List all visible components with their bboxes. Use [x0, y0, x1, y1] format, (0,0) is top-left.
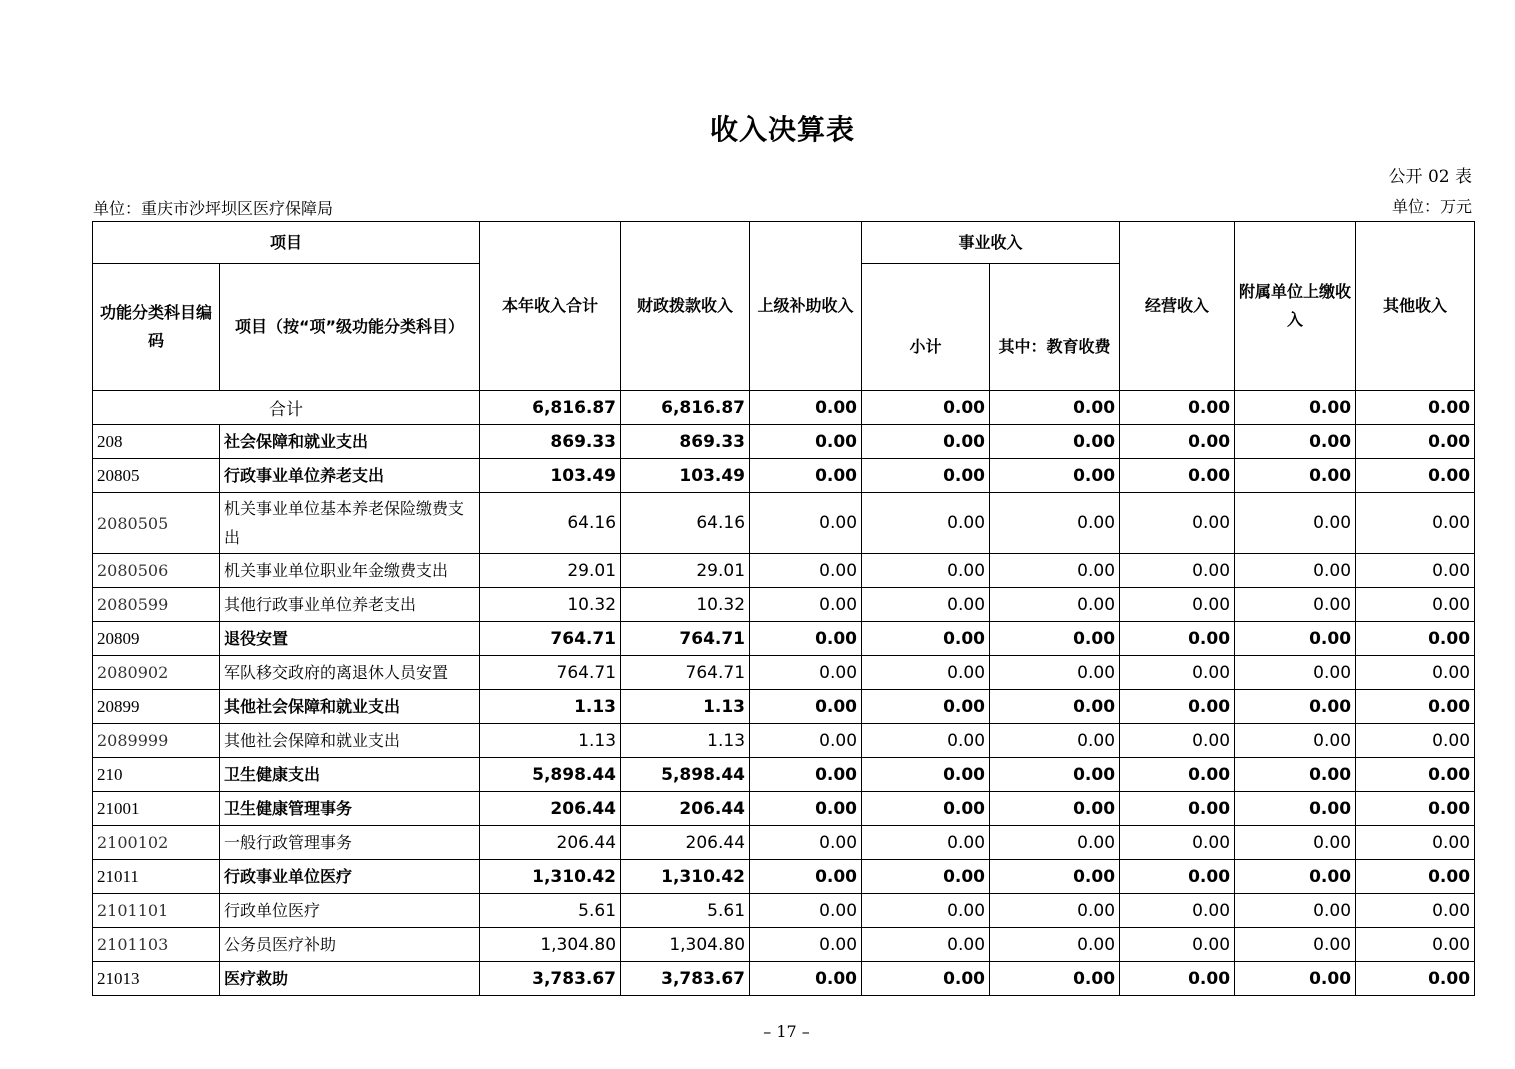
project-name-cell: 行政事业单位医疗 [220, 860, 480, 894]
amount-cell: 0.00 [1235, 622, 1356, 656]
amount-cell: 0.00 [990, 622, 1120, 656]
amount-cell: 0.00 [990, 554, 1120, 588]
amount-cell: 0.00 [1120, 588, 1235, 622]
amount-cell: 0.00 [1120, 656, 1235, 690]
header-business-income: 事业收入 [862, 222, 1120, 264]
amount-cell: 0.00 [990, 928, 1120, 962]
amount-cell: 0.00 [1356, 459, 1475, 493]
amount-cell: 0.00 [750, 459, 862, 493]
function-code-cell: 2089999 [93, 724, 220, 758]
amount-cell: 206.44 [621, 826, 750, 860]
header-operating-income: 经营收入 [1120, 222, 1235, 391]
amount-cell: 1.13 [621, 690, 750, 724]
amount-cell: 103.49 [480, 459, 621, 493]
amount-cell: 0.00 [750, 928, 862, 962]
amount-cell: 0.00 [1356, 493, 1475, 554]
header-project-name: 项目（按“项”级功能分类科目） [220, 264, 480, 391]
page-number: – 17 – [763, 1022, 810, 1041]
amount-cell: 0.00 [750, 588, 862, 622]
header-education-fees [990, 264, 1120, 391]
amount-cell: 0.00 [862, 792, 990, 826]
total-value: 6,816.87 [480, 391, 621, 425]
project-name-cell: 公务员医疗补助 [220, 928, 480, 962]
unit-currency: 单位：万元 [1391, 197, 1472, 216]
amount-cell: 869.33 [621, 425, 750, 459]
project-name-cell: 卫生健康管理事务 [220, 792, 480, 826]
amount-cell: 0.00 [750, 826, 862, 860]
amount-cell: 0.00 [862, 962, 990, 996]
amount-cell: 0.00 [990, 690, 1120, 724]
header-subtotal [862, 264, 990, 391]
amount-cell: 10.32 [480, 588, 621, 622]
table-row [93, 690, 1475, 724]
form-number: 公开 02 表 [1388, 167, 1472, 187]
amount-cell: 0.00 [1235, 724, 1356, 758]
table-row [93, 894, 1475, 928]
table-row [93, 826, 1475, 860]
amount-cell: 5,898.44 [621, 758, 750, 792]
amount-cell: 0.00 [1235, 425, 1356, 459]
amount-cell: 0.00 [862, 588, 990, 622]
amount-cell: 0.00 [1235, 894, 1356, 928]
amount-cell: 0.00 [1120, 690, 1235, 724]
amount-cell: 0.00 [750, 425, 862, 459]
amount-cell: 0.00 [1120, 826, 1235, 860]
amount-cell: 0.00 [862, 554, 990, 588]
amount-cell: 764.71 [480, 656, 621, 690]
amount-cell: 0.00 [990, 493, 1120, 554]
amount-cell: 0.00 [750, 724, 862, 758]
table-row-total [93, 391, 1475, 425]
amount-cell: 764.71 [621, 656, 750, 690]
project-name-cell: 机关事业单位基本养老保险缴费支出 [220, 493, 480, 554]
amount-cell: 0.00 [990, 860, 1120, 894]
amount-cell: 1,310.42 [621, 860, 750, 894]
amount-cell: 0.00 [750, 860, 862, 894]
amount-cell: 0.00 [1235, 928, 1356, 962]
total-value: 0.00 [1235, 391, 1356, 425]
page-title: 收入决算表 [709, 113, 855, 146]
amount-cell: 0.00 [990, 894, 1120, 928]
header-subtotal-label: 小计 [909, 337, 942, 356]
table-row [93, 758, 1475, 792]
total-value: 0.00 [750, 391, 862, 425]
function-code-cell: 210 [93, 758, 220, 792]
project-name-cell: 退役安置 [220, 622, 480, 656]
amount-cell: 869.33 [480, 425, 621, 459]
amount-cell: 0.00 [1235, 554, 1356, 588]
amount-cell: 0.00 [1356, 826, 1475, 860]
function-code-cell: 208 [93, 425, 220, 459]
amount-cell: 0.00 [1120, 962, 1235, 996]
amount-cell: 0.00 [1235, 690, 1356, 724]
amount-cell: 0.00 [990, 724, 1120, 758]
amount-cell: 0.00 [750, 758, 862, 792]
amount-cell: 0.00 [1235, 962, 1356, 996]
total-label: 合计 [93, 391, 480, 425]
amount-cell: 0.00 [862, 425, 990, 459]
header-other-income: 其他收入 [1356, 222, 1475, 391]
amount-cell: 0.00 [1235, 758, 1356, 792]
amount-cell: 206.44 [480, 792, 621, 826]
amount-cell: 206.44 [621, 792, 750, 826]
table-row [93, 588, 1475, 622]
income-final-accounts-table [92, 221, 1475, 996]
project-name-cell: 一般行政管理事务 [220, 826, 480, 860]
amount-cell: 0.00 [990, 588, 1120, 622]
amount-cell: 0.00 [990, 758, 1120, 792]
amount-cell: 0.00 [750, 493, 862, 554]
table-row [93, 656, 1475, 690]
amount-cell: 0.00 [1356, 656, 1475, 690]
project-name-cell: 行政单位医疗 [220, 894, 480, 928]
amount-cell: 0.00 [862, 758, 990, 792]
amount-cell: 764.71 [480, 622, 621, 656]
amount-cell: 0.00 [862, 459, 990, 493]
amount-cell: 0.00 [990, 826, 1120, 860]
amount-cell: 0.00 [1120, 554, 1235, 588]
function-code-cell: 20805 [93, 459, 220, 493]
function-code-cell: 2100102 [93, 826, 220, 860]
amount-cell: 0.00 [862, 622, 990, 656]
project-name-cell: 机关事业单位职业年金缴费支出 [220, 554, 480, 588]
amount-cell: 0.00 [990, 425, 1120, 459]
amount-cell: 0.00 [750, 622, 862, 656]
amount-cell: 0.00 [1235, 792, 1356, 826]
amount-cell: 0.00 [1356, 554, 1475, 588]
amount-cell: 0.00 [862, 724, 990, 758]
amount-cell: 3,783.67 [480, 962, 621, 996]
amount-cell: 0.00 [750, 962, 862, 996]
function-code-cell: 21001 [93, 792, 220, 826]
amount-cell: 0.00 [990, 792, 1120, 826]
amount-cell: 0.00 [1120, 928, 1235, 962]
amount-cell: 0.00 [1120, 493, 1235, 554]
header-total-income: 本年收入合计 [480, 222, 621, 391]
amount-cell: 0.00 [1120, 622, 1235, 656]
function-code-cell: 20899 [93, 690, 220, 724]
amount-cell: 5,898.44 [480, 758, 621, 792]
amount-cell: 29.01 [621, 554, 750, 588]
total-value: 0.00 [1120, 391, 1235, 425]
amount-cell: 0.00 [1235, 860, 1356, 894]
amount-cell: 0.00 [1356, 792, 1475, 826]
project-name-cell: 社会保障和就业支出 [220, 425, 480, 459]
amount-cell: 0.00 [1356, 758, 1475, 792]
amount-cell: 0.00 [1120, 724, 1235, 758]
amount-cell: 1,310.42 [480, 860, 621, 894]
amount-cell: 0.00 [862, 656, 990, 690]
table-row [93, 425, 1475, 459]
function-code-cell: 2080505 [93, 493, 220, 554]
header-education-fees-label: 其中：教育收费 [998, 337, 1111, 356]
amount-cell: 0.00 [750, 792, 862, 826]
project-name-cell: 卫生健康支出 [220, 758, 480, 792]
amount-cell: 0.00 [1120, 459, 1235, 493]
amount-cell: 0.00 [1356, 425, 1475, 459]
amount-cell: 5.61 [621, 894, 750, 928]
amount-cell: 29.01 [480, 554, 621, 588]
amount-cell: 0.00 [862, 928, 990, 962]
project-name-cell: 医疗救助 [220, 962, 480, 996]
amount-cell: 0.00 [1235, 656, 1356, 690]
amount-cell: 0.00 [1356, 622, 1475, 656]
amount-cell: 0.00 [750, 554, 862, 588]
table-row [93, 962, 1475, 996]
amount-cell: 1.13 [621, 724, 750, 758]
project-name-cell: 军队移交政府的离退休人员安置 [220, 656, 480, 690]
table-row [93, 459, 1475, 493]
amount-cell: 1.13 [480, 690, 621, 724]
amount-cell: 0.00 [1356, 962, 1475, 996]
table-row [93, 860, 1475, 894]
project-name-cell: 其他行政事业单位养老支出 [220, 588, 480, 622]
table-row [93, 493, 1475, 554]
amount-cell: 0.00 [1235, 459, 1356, 493]
function-code-cell: 20809 [93, 622, 220, 656]
header-project: 项目 [93, 222, 480, 264]
header-superior-subsidy: 上级补助收入 [750, 222, 862, 391]
amount-cell: 0.00 [750, 894, 862, 928]
amount-cell: 0.00 [1356, 928, 1475, 962]
amount-cell: 0.00 [1120, 860, 1235, 894]
amount-cell: 0.00 [1235, 826, 1356, 860]
amount-cell: 0.00 [862, 826, 990, 860]
amount-cell: 3,783.67 [621, 962, 750, 996]
amount-cell: 0.00 [862, 493, 990, 554]
amount-cell: 764.71 [621, 622, 750, 656]
function-code-cell: 2101101 [93, 894, 220, 928]
amount-cell: 0.00 [862, 690, 990, 724]
amount-cell: 64.16 [621, 493, 750, 554]
header-affiliated-income: 附属单位上缴收入 [1235, 222, 1356, 391]
amount-cell: 0.00 [990, 962, 1120, 996]
amount-cell: 0.00 [1120, 425, 1235, 459]
amount-cell: 0.00 [1120, 792, 1235, 826]
amount-cell: 1.13 [480, 724, 621, 758]
amount-cell: 10.32 [621, 588, 750, 622]
header-fiscal-appropriation: 财政拨款收入 [621, 222, 750, 391]
amount-cell: 1,304.80 [621, 928, 750, 962]
table-row [93, 928, 1475, 962]
amount-cell: 103.49 [621, 459, 750, 493]
table-row [93, 622, 1475, 656]
total-value: 0.00 [862, 391, 990, 425]
amount-cell: 0.00 [1356, 588, 1475, 622]
total-value: 6,816.87 [621, 391, 750, 425]
table-row [93, 554, 1475, 588]
amount-cell: 5.61 [480, 894, 621, 928]
amount-cell: 0.00 [990, 656, 1120, 690]
amount-cell: 0.00 [1356, 724, 1475, 758]
function-code-cell: 2080506 [93, 554, 220, 588]
project-name-cell: 其他社会保障和就业支出 [220, 724, 480, 758]
amount-cell: 1,304.80 [480, 928, 621, 962]
project-name-cell: 其他社会保障和就业支出 [220, 690, 480, 724]
unit-organization: 单位：重庆市沙坪坝区医疗保障局 [93, 199, 334, 218]
amount-cell: 0.00 [1356, 690, 1475, 724]
amount-cell: 0.00 [750, 656, 862, 690]
amount-cell: 0.00 [862, 894, 990, 928]
amount-cell: 0.00 [990, 459, 1120, 493]
amount-cell: 206.44 [480, 826, 621, 860]
function-code-cell: 2080599 [93, 588, 220, 622]
amount-cell: 0.00 [1235, 493, 1356, 554]
table-row [93, 792, 1475, 826]
amount-cell: 0.00 [1120, 894, 1235, 928]
header-function-code: 功能分类科目编码 [93, 264, 220, 391]
total-value: 0.00 [990, 391, 1120, 425]
amount-cell: 0.00 [750, 690, 862, 724]
amount-cell: 0.00 [1356, 894, 1475, 928]
total-value: 0.00 [1356, 391, 1475, 425]
amount-cell: 0.00 [1356, 860, 1475, 894]
amount-cell: 0.00 [862, 860, 990, 894]
project-name-cell: 行政事业单位养老支出 [220, 459, 480, 493]
amount-cell: 64.16 [480, 493, 621, 554]
function-code-cell: 2101103 [93, 928, 220, 962]
table-row [93, 724, 1475, 758]
function-code-cell: 2080902 [93, 656, 220, 690]
amount-cell: 0.00 [1235, 588, 1356, 622]
function-code-cell: 21011 [93, 860, 220, 894]
amount-cell: 0.00 [1120, 758, 1235, 792]
function-code-cell: 21013 [93, 962, 220, 996]
